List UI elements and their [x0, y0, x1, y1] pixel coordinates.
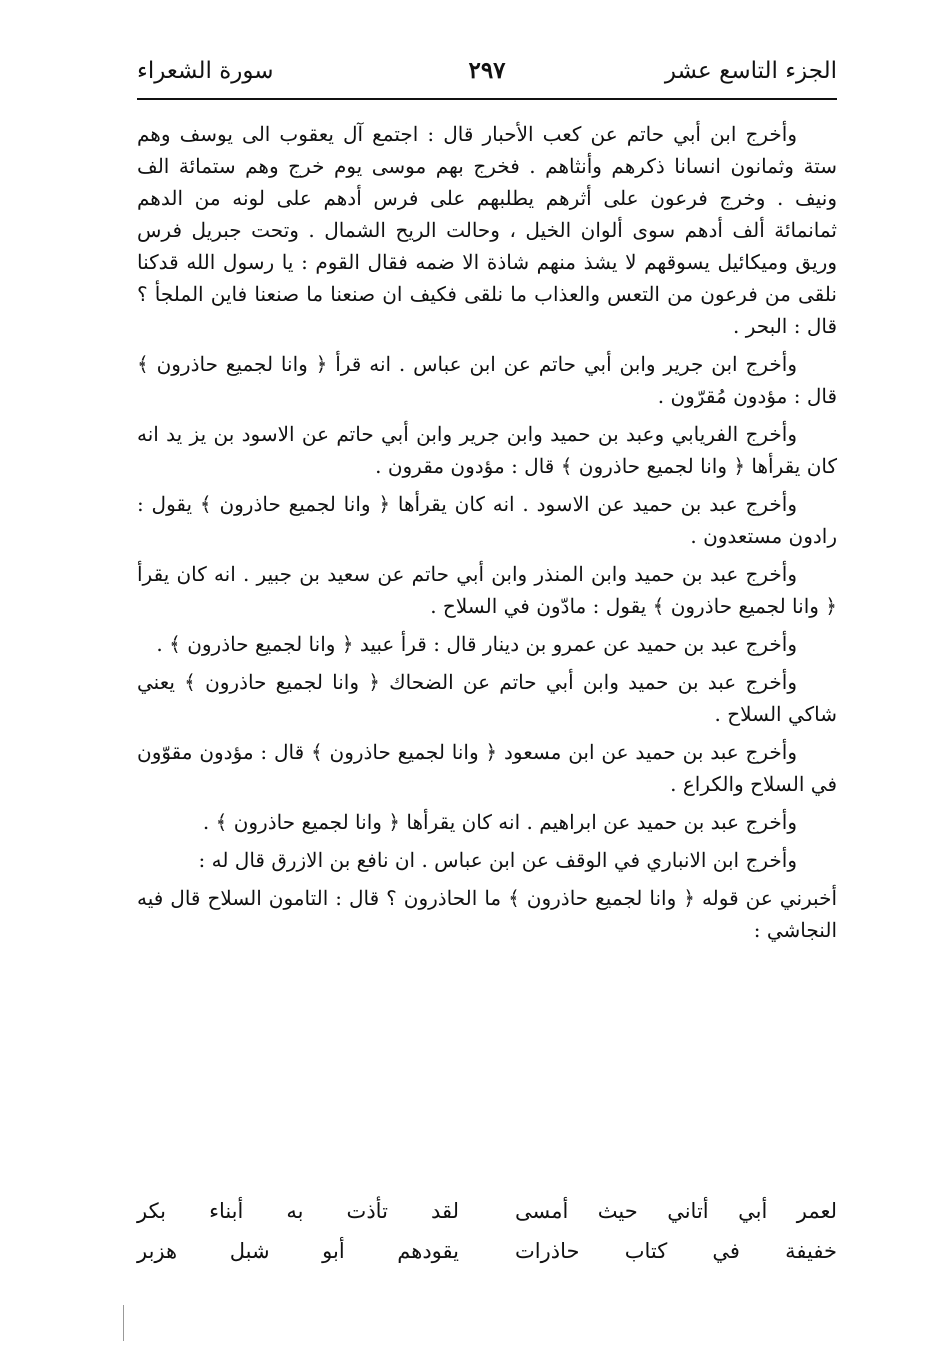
- margin-mark: [123, 1305, 124, 1341]
- poem-verse: [137, 1232, 837, 1272]
- paragraph: وأخرج الفريابي وعبد بن حميد وابن جرير وابن أبي حاتم عن الاسود بن يز يد انه كان يقرأها ﴿ وانا لجميع حاذرون ﴾ قال : مؤدون مقرون .: [137, 422, 837, 478]
- verse-first-hemistich: خفيفة في كتاب حاذرات: [515, 1239, 837, 1263]
- paragraph: وأخرج عبد بن حميد عن ابن مسعود ﴿ وانا لجميع حاذرون ﴾ قال : مؤدون مقوّون في السلاح والكراع .: [137, 740, 837, 796]
- verse-second-hemistich: يقودهم أبو شبل هزبر: [137, 1239, 459, 1263]
- paragraph: وأخرج عبد بن حميد عن الاسود . انه كان يقرأها ﴿ وانا لجميع حاذرون ﴾ يقول : رادون مستعدون .: [137, 492, 837, 548]
- page-header: [137, 52, 837, 96]
- body-text: [137, 118, 837, 952]
- running-header-part: الجزء التاسع عشر: [664, 58, 837, 84]
- poem: [137, 1192, 837, 1272]
- paragraph: وأخرج عبد بن حميد وابن المنذر وابن أبي حاتم عن سعيد بن جبير . انه كان يقرأ ﴿ وانا لجميع حاذرون ﴾ يقول : مادّون في السلاح .: [137, 562, 837, 618]
- paragraph: وأخرج ابن جرير وابن أبي حاتم عن ابن عباس . انه قرأ ﴿ وانا لجميع حاذرون ﴾ قال : مؤدون مُقرّون .: [137, 352, 837, 408]
- poem-verse: [137, 1192, 837, 1232]
- paragraph: وأخرج عبد بن حميد عن عمرو بن دينار قال : قرأ عبيد ﴿ وانا لجميع حاذرون ﴾ .: [156, 632, 797, 656]
- verse-second-hemistich: لقد تأذت به أبناء بكر: [137, 1199, 459, 1223]
- paragraph: وأخرج ابن الانباري في الوقف عن ابن عباس . ان نافع بن الازرق قال له :: [198, 848, 797, 872]
- page-number: ٢٩٧: [468, 57, 506, 84]
- running-header-surah: سورة الشعراء: [137, 58, 274, 84]
- paragraph: أخبرني عن قوله ﴿ وانا لجميع حاذرون ﴾ ما الحاذرون ؟ قال : التامون السلاح قال فيه النجاشي :: [137, 886, 837, 942]
- paragraph: وأخرج عبد بن حميد وابن أبي حاتم عن الضحاك ﴿ وانا لجميع حاذرون ﴾ يعني شاكي السلاح .: [137, 670, 837, 726]
- paragraph: وأخرج عبد بن حميد عن ابراهيم . انه كان يقرأها ﴿ وانا لجميع حاذرون ﴾ .: [202, 810, 797, 834]
- header-rule: [137, 98, 837, 100]
- verse-first-hemistich: لعمر أبي أتاني حيث أمسى: [515, 1199, 837, 1223]
- paragraph: وأخرج ابن أبي حاتم عن كعب الأحبار قال : اجتمع آل يعقوب الى يوسف وهم ستة وثمانون انسانا ذكرهم وأنثاهم . فخرج بهم موسى يوم خرج وهم ستمائة الف ونيف . وخرج فرعون على أثرهم يطلبهم على فرس أدهم على لونه من الدهم ثمانمائة ألف أدهم سوى ألوان الخيل ، وحالت الريح الشمال . وتحت جبريل فرس وريق وميكائيل يسوقهم لا يشذ منهم شاذة الا ضمه فقال القوم : يا رسول الله قدكنا نلقى من فرعون من التعس والعذاب ما نلقى فكيف ان صنعنا ما صنعنا فاين الملجأ ؟ قال : البحر .: [137, 122, 837, 338]
